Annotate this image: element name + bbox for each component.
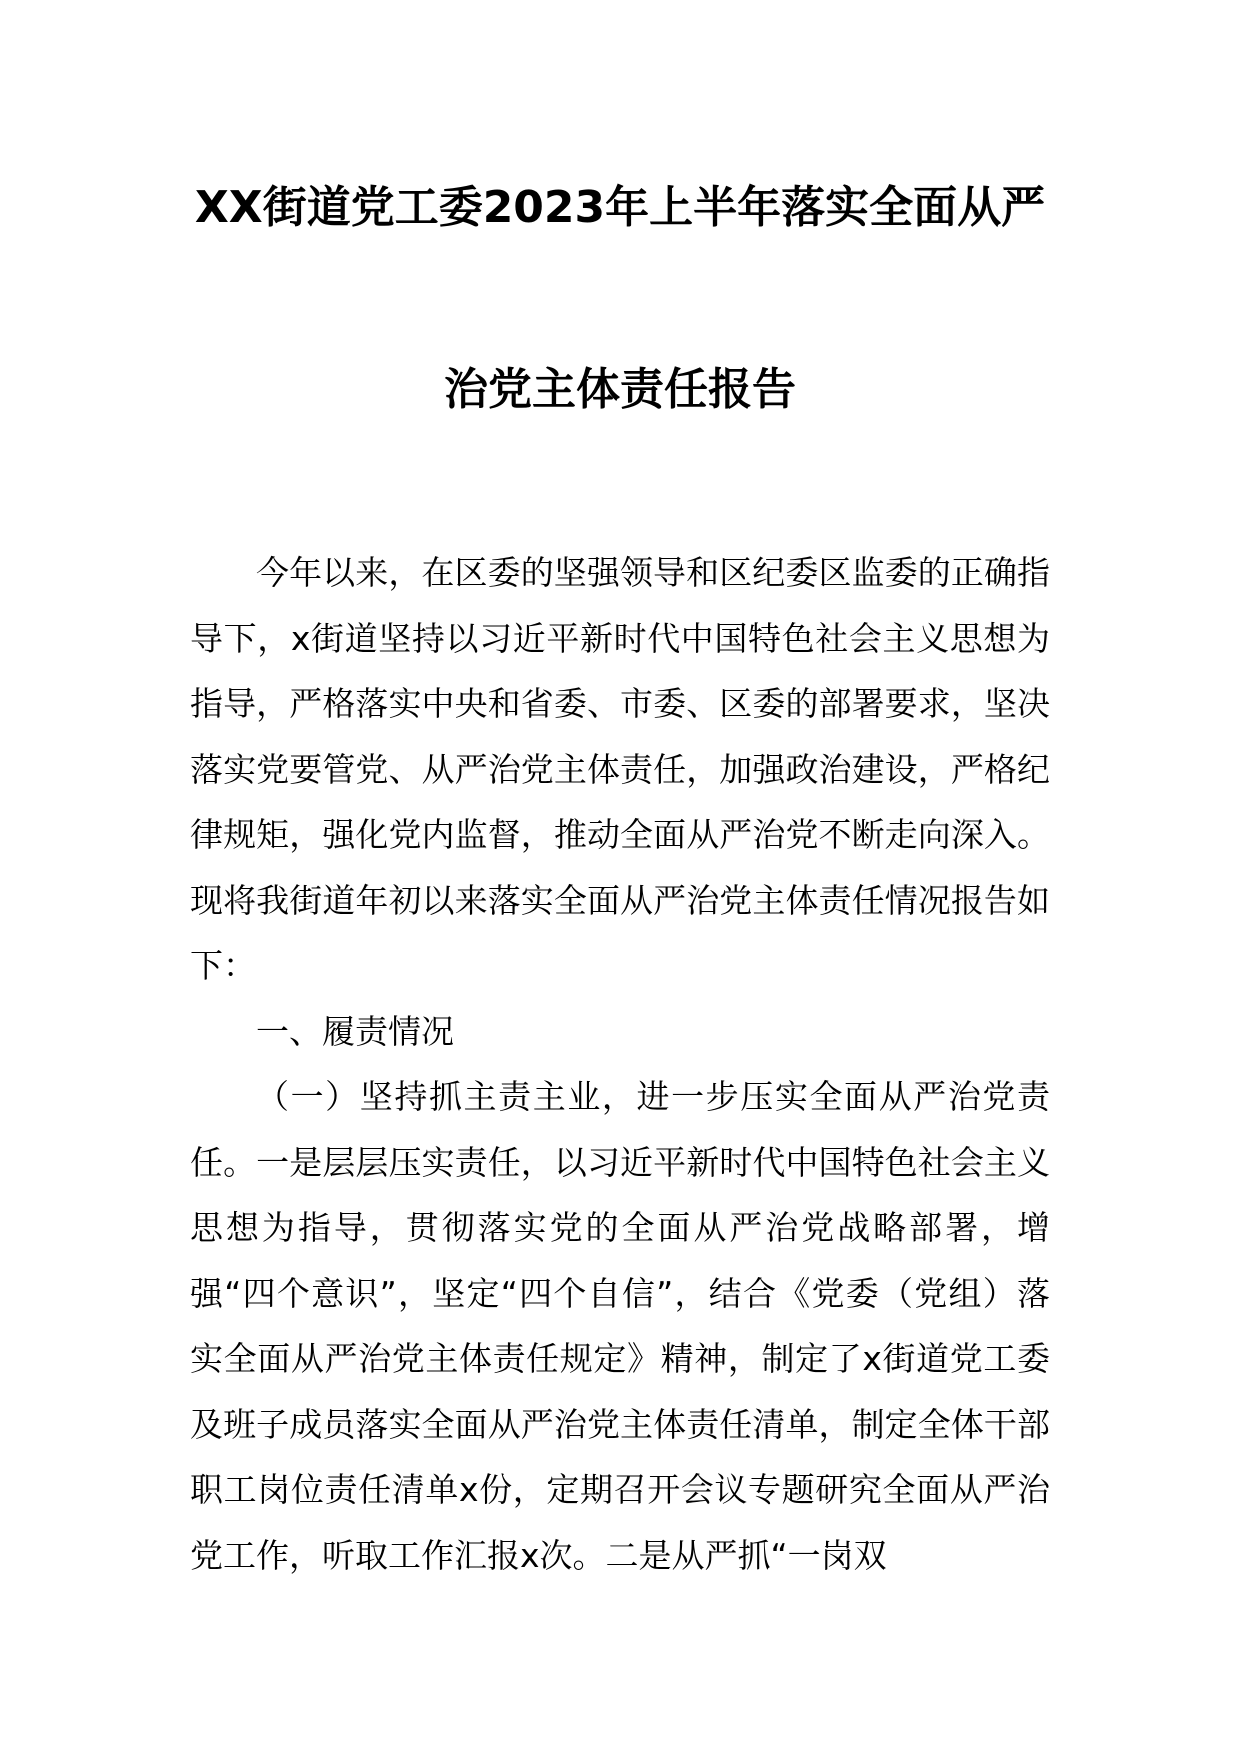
section-heading: 一、履责情况	[256, 1011, 454, 1051]
subsection-paragraph: （一）坚持抓主责主业，进一步压实全面从严治党责任。一是层层压实责任，以习近平新时代中国特色社会主义思想为指导，贯彻落实党的全面从严治党战略部署，增强“四个意识”，坚定“四个自信”，结合《党委（党组）落实全面从严治党主体责任规定》精神，制定了x街道党工委及班子成员落实全面从严治党主体责任清单，制定全体干部职工岗位责任清单x份，定期召开会议专题研究全面从严治党工作，听取工作汇报x次。二是从严抓“一岗双	[190, 1077, 1050, 1575]
document-body	[190, 540, 1050, 1588]
document-title-line-2: 治党主体责任报告	[444, 364, 796, 415]
document-title-line-1: XX街道党工委2023年上半年落实全面从严	[194, 182, 1046, 233]
intro-paragraph: 今年以来，在区委的坚强领导和区纪委区监委的正确指导下，x街道坚持以习近平新时代中国特色社会主义思想为指导，严格落实中央和省委、市委、区委的部署要求，坚决落实党要管党、从严治党主体责任，加强政治建设，严格纪律规矩，强化党内监督，推动全面从严治党不断走向深入。现将我街道年初以来落实全面从严治党主体责任情况报告如下：	[190, 553, 1050, 985]
